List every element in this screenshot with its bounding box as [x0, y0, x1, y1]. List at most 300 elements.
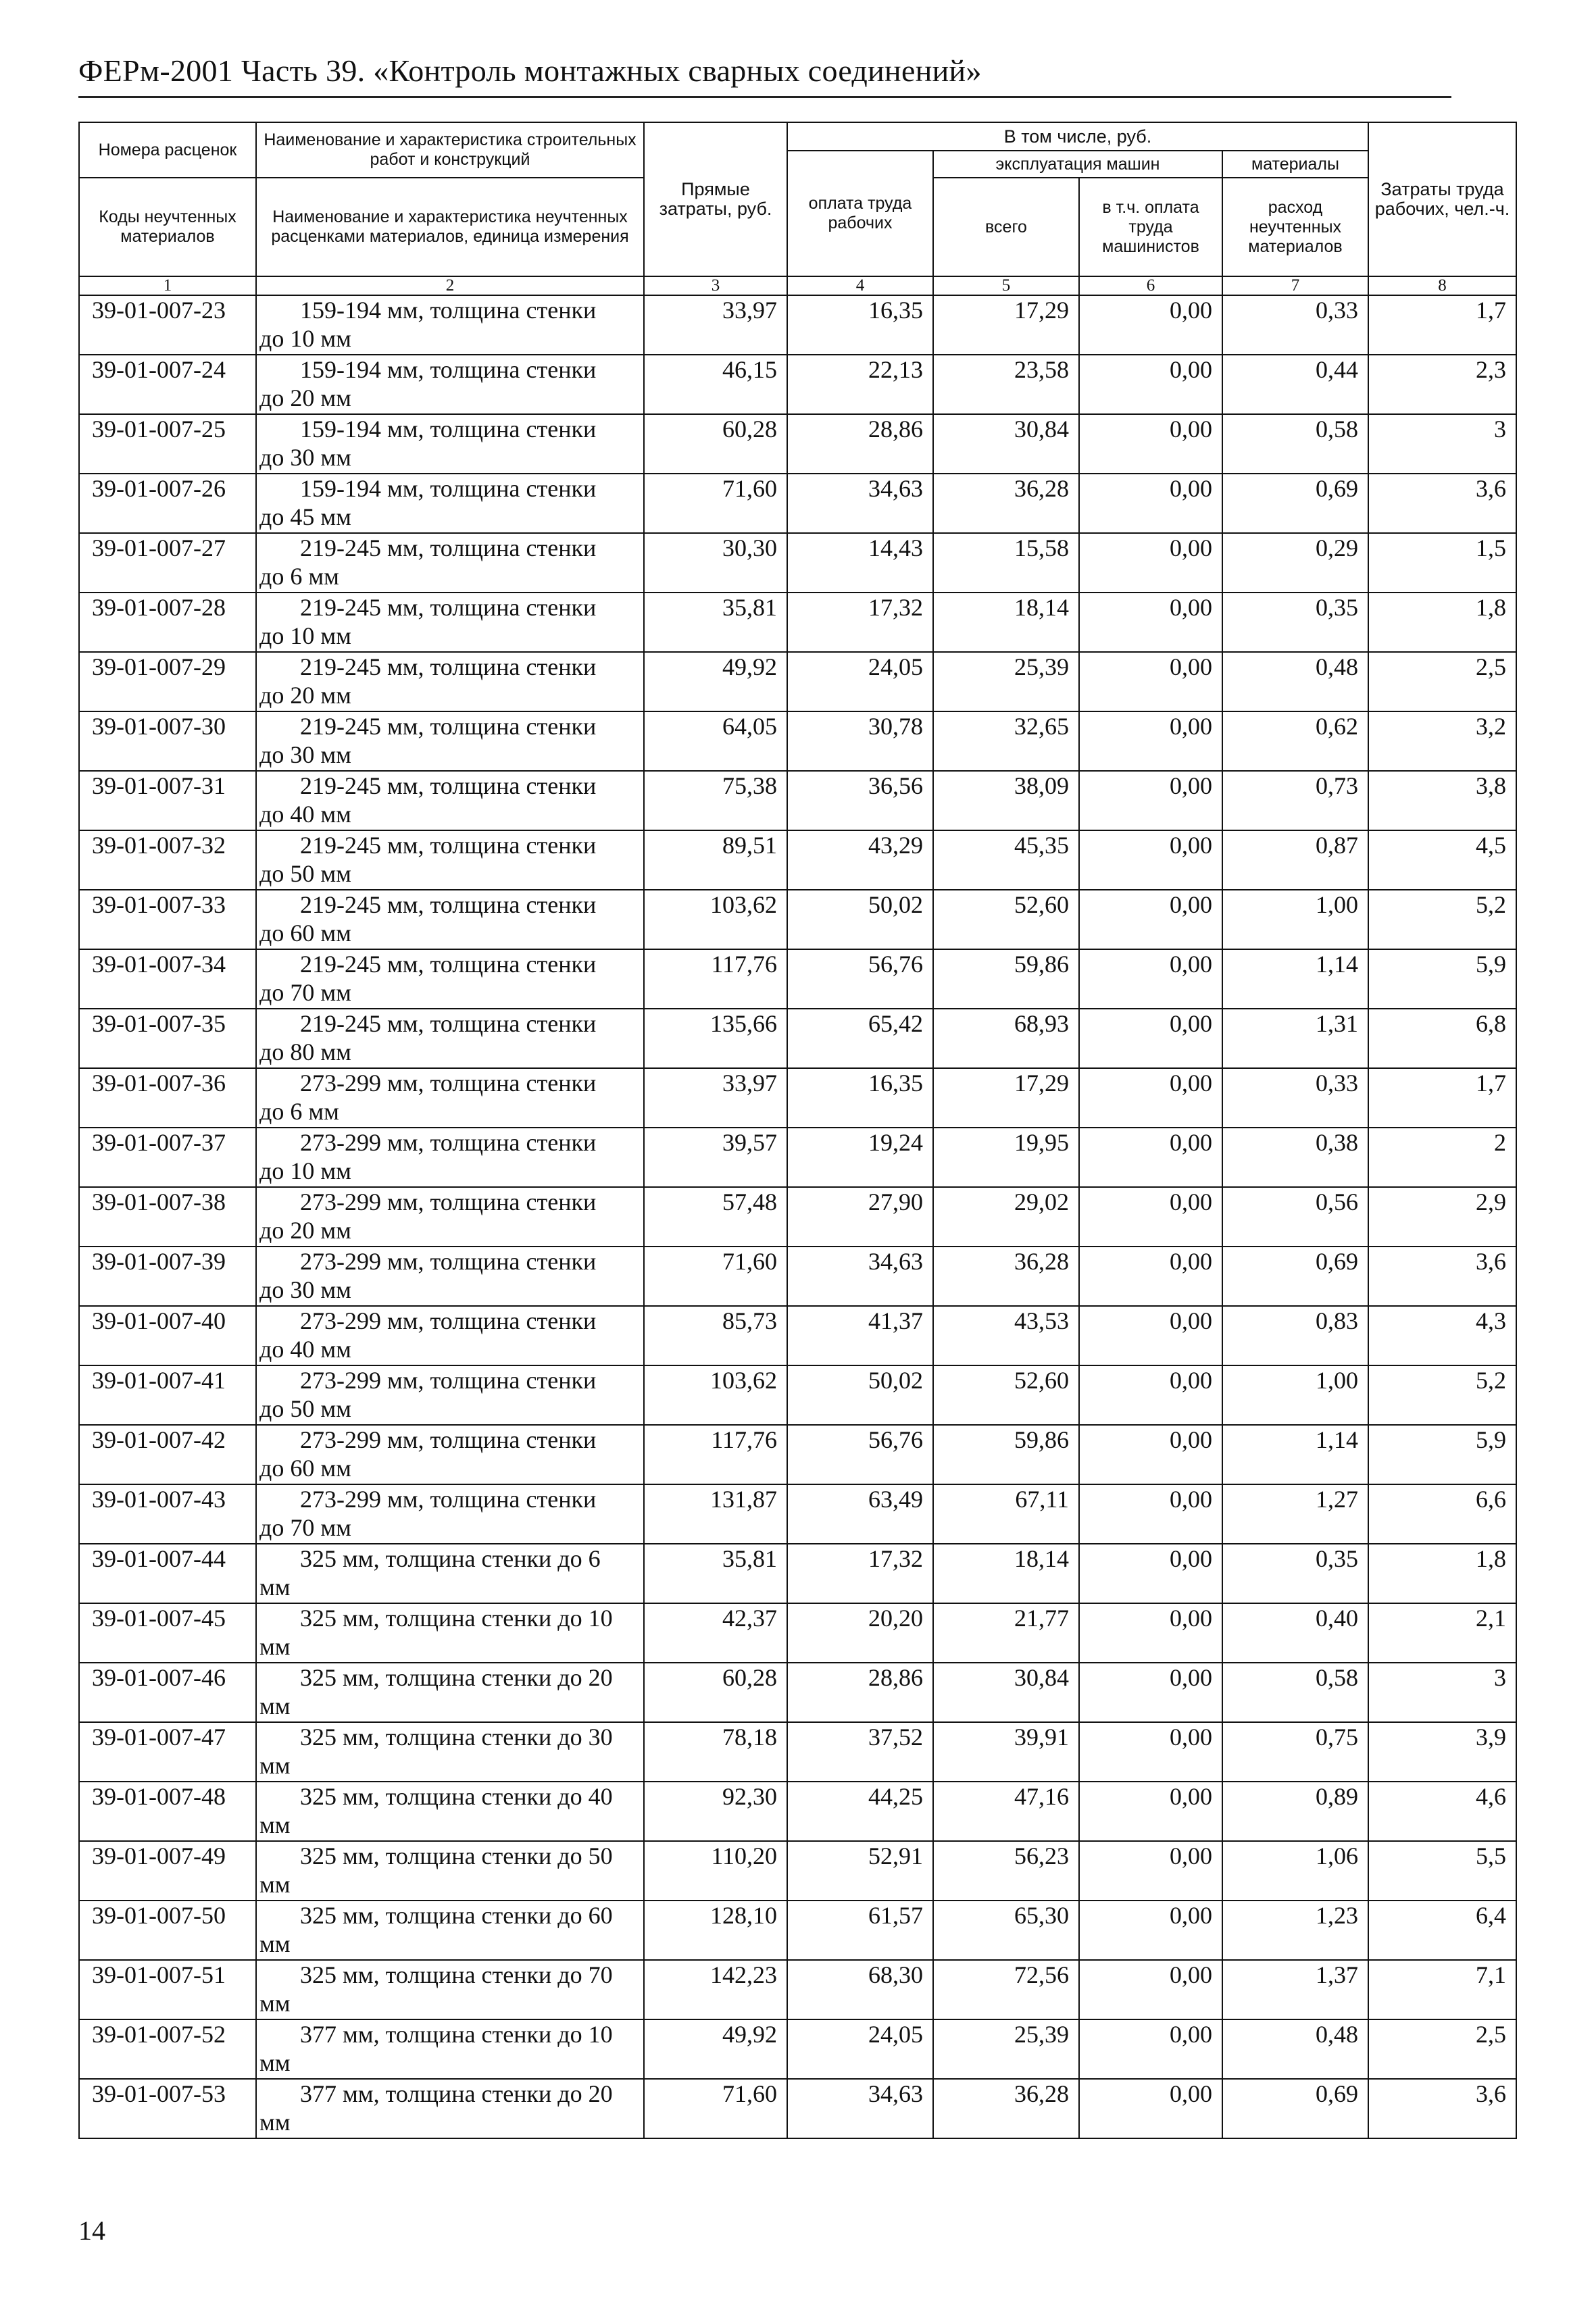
description-continuation: до 30 мм: [259, 741, 351, 768]
operator-pay: 0,00: [1079, 1603, 1222, 1663]
materials-consumption: 0,83: [1222, 1306, 1368, 1365]
labor-hours: 5,9: [1368, 949, 1516, 1009]
direct-costs: 39,57: [644, 1128, 787, 1187]
materials-consumption: 0,62: [1222, 711, 1368, 771]
worker-pay: 24,05: [787, 652, 933, 711]
operator-pay: 0,00: [1079, 1128, 1222, 1187]
machines-total: 47,16: [933, 1782, 1079, 1841]
rate-code: 39-01-007-30: [79, 711, 256, 771]
description-line: 219-245 мм, толщина стенки: [300, 534, 597, 561]
table-row: [79, 890, 1516, 949]
direct-costs: 71,60: [644, 474, 787, 533]
direct-costs: 60,28: [644, 1663, 787, 1722]
table-row: [79, 1544, 1516, 1603]
machines-total: 23,58: [933, 355, 1079, 414]
table-row: [79, 533, 1516, 593]
direct-costs: 142,23: [644, 1960, 787, 2019]
rate-code: 39-01-007-24: [79, 355, 256, 414]
rate-code: 39-01-007-44: [79, 1544, 256, 1603]
materials-consumption: 1,31: [1222, 1009, 1368, 1068]
materials-consumption: 0,69: [1222, 474, 1368, 533]
labor-hours: 2,1: [1368, 1603, 1516, 1663]
operator-pay: 0,00: [1079, 1365, 1222, 1425]
description-line: 325 мм, толщина стенки до 70: [300, 1961, 613, 1988]
table-row: [79, 2079, 1516, 2138]
labor-hours: 3: [1368, 414, 1516, 474]
work-description: [256, 890, 644, 949]
description-continuation: до 40 мм: [259, 801, 351, 828]
operator-pay: 0,00: [1079, 830, 1222, 890]
worker-pay: 17,32: [787, 1544, 933, 1603]
direct-costs: 30,30: [644, 533, 787, 593]
column-number: 8: [1368, 276, 1516, 295]
materials-consumption: 0,33: [1222, 295, 1368, 355]
labor-hours: 6,4: [1368, 1901, 1516, 1960]
machines-total: 52,60: [933, 1365, 1079, 1425]
labor-hours: 3: [1368, 1663, 1516, 1722]
description-continuation: мм: [259, 2049, 291, 2076]
description-continuation: до 20 мм: [259, 384, 351, 411]
table-row: [79, 1603, 1516, 1663]
rate-code: 39-01-007-48: [79, 1782, 256, 1841]
rate-code: 39-01-007-39: [79, 1247, 256, 1306]
worker-pay: 50,02: [787, 1365, 933, 1425]
operator-pay: 0,00: [1079, 1782, 1222, 1841]
description-continuation: мм: [259, 1692, 291, 1719]
table-row: [79, 2019, 1516, 2079]
table-row: [79, 355, 1516, 414]
header-unaccounted-codes: Коды неучтенных материалов: [79, 178, 256, 276]
materials-consumption: 1,27: [1222, 1484, 1368, 1544]
labor-hours: 5,2: [1368, 1365, 1516, 1425]
machines-total: 67,11: [933, 1484, 1079, 1544]
work-description: [256, 355, 644, 414]
table-row: [79, 1068, 1516, 1128]
materials-consumption: 1,23: [1222, 1901, 1368, 1960]
header-direct-costs: Прямые затраты, руб.: [644, 122, 787, 276]
worker-pay: 19,24: [787, 1128, 933, 1187]
operator-pay: 0,00: [1079, 355, 1222, 414]
description-continuation: мм: [259, 1633, 291, 1660]
labor-hours: 6,8: [1368, 1009, 1516, 1068]
labor-hours: 3,9: [1368, 1722, 1516, 1782]
work-description: [256, 593, 644, 652]
direct-costs: 128,10: [644, 1901, 787, 1960]
machines-total: 17,29: [933, 295, 1079, 355]
rate-code: 39-01-007-32: [79, 830, 256, 890]
materials-consumption: 0,38: [1222, 1128, 1368, 1187]
operator-pay: 0,00: [1079, 652, 1222, 711]
materials-consumption: 1,06: [1222, 1841, 1368, 1901]
table-row: [79, 295, 1516, 355]
machines-total: 15,58: [933, 533, 1079, 593]
rate-code: 39-01-007-27: [79, 533, 256, 593]
column-number: 3: [644, 276, 787, 295]
table-row: [79, 1841, 1516, 1901]
materials-consumption: 0,58: [1222, 1663, 1368, 1722]
header-work-name: Наименование и характеристика строительных работ и конструкций: [256, 122, 644, 178]
direct-costs: 49,92: [644, 2019, 787, 2079]
table-row: [79, 1128, 1516, 1187]
work-description: [256, 1425, 644, 1484]
rate-code: 39-01-007-35: [79, 1009, 256, 1068]
description-continuation: до 60 мм: [259, 1455, 351, 1482]
machines-total: 68,93: [933, 1009, 1079, 1068]
operator-pay: 0,00: [1079, 771, 1222, 830]
direct-costs: 135,66: [644, 1009, 787, 1068]
work-description: [256, 1782, 644, 1841]
operator-pay: 0,00: [1079, 711, 1222, 771]
rate-code: 39-01-007-34: [79, 949, 256, 1009]
labor-hours: 1,7: [1368, 1068, 1516, 1128]
worker-pay: 34,63: [787, 1247, 933, 1306]
direct-costs: 117,76: [644, 949, 787, 1009]
header-machines-group: эксплуатация машин: [933, 151, 1222, 178]
rate-code: 39-01-007-31: [79, 771, 256, 830]
description-line: 325 мм, толщина стенки до 50: [300, 1842, 613, 1869]
work-description: [256, 652, 644, 711]
rate-code: 39-01-007-50: [79, 1901, 256, 1960]
materials-consumption: 1,14: [1222, 1425, 1368, 1484]
description-line: 219-245 мм, толщина стенки: [300, 594, 597, 621]
worker-pay: 50,02: [787, 890, 933, 949]
worker-pay: 68,30: [787, 1960, 933, 2019]
description-line: 273-299 мм, толщина стенки: [300, 1188, 597, 1215]
work-description: [256, 1663, 644, 1722]
description-continuation: до 20 мм: [259, 1217, 351, 1244]
machines-total: 59,86: [933, 949, 1079, 1009]
description-continuation: мм: [259, 1871, 291, 1898]
direct-costs: 57,48: [644, 1187, 787, 1247]
table-row: [79, 1484, 1516, 1544]
operator-pay: 0,00: [1079, 1306, 1222, 1365]
rate-code: 39-01-007-45: [79, 1603, 256, 1663]
materials-consumption: 0,48: [1222, 2019, 1368, 2079]
column-number: 4: [787, 276, 933, 295]
description-continuation: мм: [259, 1930, 291, 1957]
direct-costs: 46,15: [644, 355, 787, 414]
worker-pay: 56,76: [787, 1425, 933, 1484]
description-continuation: до 80 мм: [259, 1038, 351, 1065]
description-line: 325 мм, толщина стенки до 60: [300, 1902, 613, 1929]
labor-hours: 3,6: [1368, 2079, 1516, 2138]
description-continuation: до 60 мм: [259, 920, 351, 947]
worker-pay: 16,35: [787, 295, 933, 355]
worker-pay: 30,78: [787, 711, 933, 771]
operator-pay: 0,00: [1079, 1841, 1222, 1901]
column-number: 7: [1222, 276, 1368, 295]
machines-total: 38,09: [933, 771, 1079, 830]
materials-consumption: 0,56: [1222, 1187, 1368, 1247]
description-line: 325 мм, толщина стенки до 20: [300, 1664, 613, 1691]
worker-pay: 65,42: [787, 1009, 933, 1068]
description-line: 219-245 мм, толщина стенки: [300, 653, 597, 680]
labor-hours: 2,9: [1368, 1187, 1516, 1247]
description-continuation: до 6 мм: [259, 1098, 339, 1125]
materials-consumption: 1,37: [1222, 1960, 1368, 2019]
labor-hours: 2,3: [1368, 355, 1516, 414]
rate-code: 39-01-007-38: [79, 1187, 256, 1247]
page-number: 14: [78, 2215, 105, 2246]
rate-code: 39-01-007-42: [79, 1425, 256, 1484]
description-line: 273-299 мм, толщина стенки: [300, 1307, 597, 1334]
table-row: [79, 474, 1516, 533]
operator-pay: 0,00: [1079, 949, 1222, 1009]
table-row: [79, 830, 1516, 890]
work-description: [256, 2079, 644, 2138]
description-line: 219-245 мм, толщина стенки: [300, 951, 597, 978]
header-materials-group: материалы: [1222, 151, 1368, 178]
direct-costs: 35,81: [644, 593, 787, 652]
worker-pay: 17,32: [787, 593, 933, 652]
table-row: [79, 1960, 1516, 2019]
operator-pay: 0,00: [1079, 1663, 1222, 1722]
description-line: 273-299 мм, толщина стенки: [300, 1248, 597, 1275]
description-line: 273-299 мм, толщина стенки: [300, 1486, 597, 1513]
description-line: 377 мм, толщина стенки до 10: [300, 2021, 613, 2048]
operator-pay: 0,00: [1079, 1009, 1222, 1068]
materials-consumption: 0,87: [1222, 830, 1368, 890]
work-description: [256, 533, 644, 593]
operator-pay: 0,00: [1079, 295, 1222, 355]
rate-code: 39-01-007-33: [79, 890, 256, 949]
description-line: 219-245 мм, толщина стенки: [300, 832, 597, 859]
rate-code: 39-01-007-49: [79, 1841, 256, 1901]
description-continuation: до 70 мм: [259, 979, 351, 1006]
operator-pay: 0,00: [1079, 593, 1222, 652]
materials-consumption: 0,73: [1222, 771, 1368, 830]
labor-hours: 7,1: [1368, 1960, 1516, 2019]
materials-consumption: 0,33: [1222, 1068, 1368, 1128]
labor-hours: 3,2: [1368, 711, 1516, 771]
column-number: 2: [256, 276, 644, 295]
table-row: [79, 771, 1516, 830]
labor-hours: 2: [1368, 1128, 1516, 1187]
description-line: 325 мм, толщина стенки до 10: [300, 1605, 613, 1632]
labor-hours: 1,5: [1368, 533, 1516, 593]
header-including-group: В том числе, руб.: [787, 122, 1368, 151]
materials-consumption: 0,89: [1222, 1782, 1368, 1841]
machines-total: 36,28: [933, 2079, 1079, 2138]
work-description: [256, 1841, 644, 1901]
work-description: [256, 1603, 644, 1663]
work-description: [256, 830, 644, 890]
direct-costs: 78,18: [644, 1722, 787, 1782]
table-row: [79, 1722, 1516, 1782]
machines-total: 19,95: [933, 1128, 1079, 1187]
operator-pay: 0,00: [1079, 1247, 1222, 1306]
column-number: 1: [79, 276, 256, 295]
description-continuation: до 70 мм: [259, 1514, 351, 1541]
table-row: [79, 1187, 1516, 1247]
table-row: [79, 1306, 1516, 1365]
work-description: [256, 1009, 644, 1068]
materials-consumption: 0,69: [1222, 1247, 1368, 1306]
operator-pay: 0,00: [1079, 1722, 1222, 1782]
description-line: 219-245 мм, толщина стенки: [300, 713, 597, 740]
direct-costs: 33,97: [644, 1068, 787, 1128]
description-line: 159-194 мм, толщина стенки: [300, 416, 597, 443]
materials-consumption: 0,29: [1222, 533, 1368, 593]
header-unaccounted-materials: расход неучтенных материалов: [1222, 178, 1368, 276]
header-machines-total: всего: [933, 178, 1079, 276]
worker-pay: 56,76: [787, 949, 933, 1009]
description-line: 377 мм, толщина стенки до 20: [300, 2080, 613, 2107]
rate-code: 39-01-007-28: [79, 593, 256, 652]
machines-total: 30,84: [933, 414, 1079, 474]
table-row: [79, 1247, 1516, 1306]
work-description: [256, 1544, 644, 1603]
description-line: 159-194 мм, толщина стенки: [300, 475, 597, 502]
description-continuation: до 50 мм: [259, 1395, 351, 1422]
description-line: 273-299 мм, толщина стенки: [300, 1129, 597, 1156]
direct-costs: 33,97: [644, 295, 787, 355]
machines-total: 32,65: [933, 711, 1079, 771]
machines-total: 36,28: [933, 474, 1079, 533]
work-description: [256, 1484, 644, 1544]
direct-costs: 75,38: [644, 771, 787, 830]
worker-pay: 43,29: [787, 830, 933, 890]
rates-table: [78, 122, 1517, 2139]
description-line: 273-299 мм, толщина стенки: [300, 1367, 597, 1394]
direct-costs: 49,92: [644, 652, 787, 711]
description-line: 325 мм, толщина стенки до 40: [300, 1783, 613, 1810]
direct-costs: 71,60: [644, 1247, 787, 1306]
description-continuation: до 40 мм: [259, 1336, 351, 1363]
machines-total: 36,28: [933, 1247, 1079, 1306]
table-row: [79, 949, 1516, 1009]
operator-pay: 0,00: [1079, 890, 1222, 949]
worker-pay: 37,52: [787, 1722, 933, 1782]
operator-pay: 0,00: [1079, 1544, 1222, 1603]
work-description: [256, 474, 644, 533]
labor-hours: 3,6: [1368, 1247, 1516, 1306]
header-rate-numbers: Номера расценок: [79, 122, 256, 178]
work-description: [256, 771, 644, 830]
machines-total: 29,02: [933, 1187, 1079, 1247]
operator-pay: 0,00: [1079, 1187, 1222, 1247]
materials-consumption: 0,40: [1222, 1603, 1368, 1663]
description-continuation: до 10 мм: [259, 1157, 351, 1184]
work-description: [256, 1960, 644, 2019]
operator-pay: 0,00: [1079, 1901, 1222, 1960]
description-continuation: мм: [259, 1811, 291, 1838]
work-description: [256, 711, 644, 771]
worker-pay: 44,25: [787, 1782, 933, 1841]
machines-total: 59,86: [933, 1425, 1079, 1484]
worker-pay: 41,37: [787, 1306, 933, 1365]
rate-code: 39-01-007-43: [79, 1484, 256, 1544]
rate-code: 39-01-007-51: [79, 1960, 256, 2019]
description-line: 273-299 мм, толщина стенки: [300, 1426, 597, 1453]
labor-hours: 4,6: [1368, 1782, 1516, 1841]
description-continuation: мм: [259, 1990, 291, 2017]
work-description: [256, 1306, 644, 1365]
header-labor-hours: Затраты труда рабочих, чел.-ч.: [1368, 122, 1516, 276]
worker-pay: 63,49: [787, 1484, 933, 1544]
worker-pay: 34,63: [787, 2079, 933, 2138]
labor-hours: 2,5: [1368, 2019, 1516, 2079]
work-description: [256, 1365, 644, 1425]
machines-total: 18,14: [933, 1544, 1079, 1603]
operator-pay: 0,00: [1079, 1425, 1222, 1484]
operator-pay: 0,00: [1079, 1484, 1222, 1544]
work-description: [256, 1901, 644, 1960]
table-row: [79, 1365, 1516, 1425]
operator-pay: 0,00: [1079, 414, 1222, 474]
materials-consumption: 1,00: [1222, 890, 1368, 949]
description-continuation: до 30 мм: [259, 1276, 351, 1303]
rate-code: 39-01-007-47: [79, 1722, 256, 1782]
header-unaccounted-name: Наименование и характеристика неучтенных расценками материалов, единица измерения: [256, 178, 644, 276]
column-number-row: [79, 276, 1516, 295]
description-continuation: до 6 мм: [259, 563, 339, 590]
rate-code: 39-01-007-41: [79, 1365, 256, 1425]
work-description: [256, 414, 644, 474]
table-row: [79, 1663, 1516, 1722]
description-continuation: до 45 мм: [259, 503, 351, 530]
labor-hours: 5,2: [1368, 890, 1516, 949]
title-divider: [78, 96, 1451, 98]
description-line: 219-245 мм, толщина стенки: [300, 891, 597, 918]
labor-hours: 3,6: [1368, 474, 1516, 533]
rate-code: 39-01-007-29: [79, 652, 256, 711]
direct-costs: 110,20: [644, 1841, 787, 1901]
materials-consumption: 0,35: [1222, 1544, 1368, 1603]
direct-costs: 103,62: [644, 1365, 787, 1425]
rate-code: 39-01-007-53: [79, 2079, 256, 2138]
materials-consumption: 0,75: [1222, 1722, 1368, 1782]
direct-costs: 92,30: [644, 1782, 787, 1841]
worker-pay: 28,86: [787, 414, 933, 474]
direct-costs: 64,05: [644, 711, 787, 771]
materials-consumption: 0,69: [1222, 2079, 1368, 2138]
labor-hours: 4,3: [1368, 1306, 1516, 1365]
rate-code: 39-01-007-25: [79, 414, 256, 474]
header-operator-pay: в т.ч. оплата труда машинистов: [1079, 178, 1222, 276]
labor-hours: 2,5: [1368, 652, 1516, 711]
page-title: ФЕРм-2001 Часть 39. «Контроль монтажных сварных соединений»: [78, 53, 982, 88]
description-line: 325 мм, толщина стенки до 30: [300, 1724, 613, 1751]
worker-pay: 20,20: [787, 1603, 933, 1663]
work-description: [256, 1247, 644, 1306]
direct-costs: 35,81: [644, 1544, 787, 1603]
operator-pay: 0,00: [1079, 474, 1222, 533]
materials-consumption: 1,00: [1222, 1365, 1368, 1425]
description-line: 325 мм, толщина стенки до 6: [300, 1545, 601, 1572]
header-worker-pay: оплата труда рабочих: [787, 151, 933, 276]
labor-hours: 1,7: [1368, 295, 1516, 355]
direct-costs: 60,28: [644, 414, 787, 474]
machines-total: 43,53: [933, 1306, 1079, 1365]
rate-code: 39-01-007-36: [79, 1068, 256, 1128]
worker-pay: 24,05: [787, 2019, 933, 2079]
operator-pay: 0,00: [1079, 2019, 1222, 2079]
machines-total: 39,91: [933, 1722, 1079, 1782]
worker-pay: 34,63: [787, 474, 933, 533]
description-continuation: до 20 мм: [259, 682, 351, 709]
description-continuation: мм: [259, 1574, 291, 1601]
table-row: [79, 1901, 1516, 1960]
labor-hours: 4,5: [1368, 830, 1516, 890]
description-continuation: мм: [259, 1752, 291, 1779]
materials-consumption: 0,44: [1222, 355, 1368, 414]
direct-costs: 85,73: [644, 1306, 787, 1365]
rate-code: 39-01-007-40: [79, 1306, 256, 1365]
column-number: 5: [933, 276, 1079, 295]
operator-pay: 0,00: [1079, 2079, 1222, 2138]
machines-total: 45,35: [933, 830, 1079, 890]
